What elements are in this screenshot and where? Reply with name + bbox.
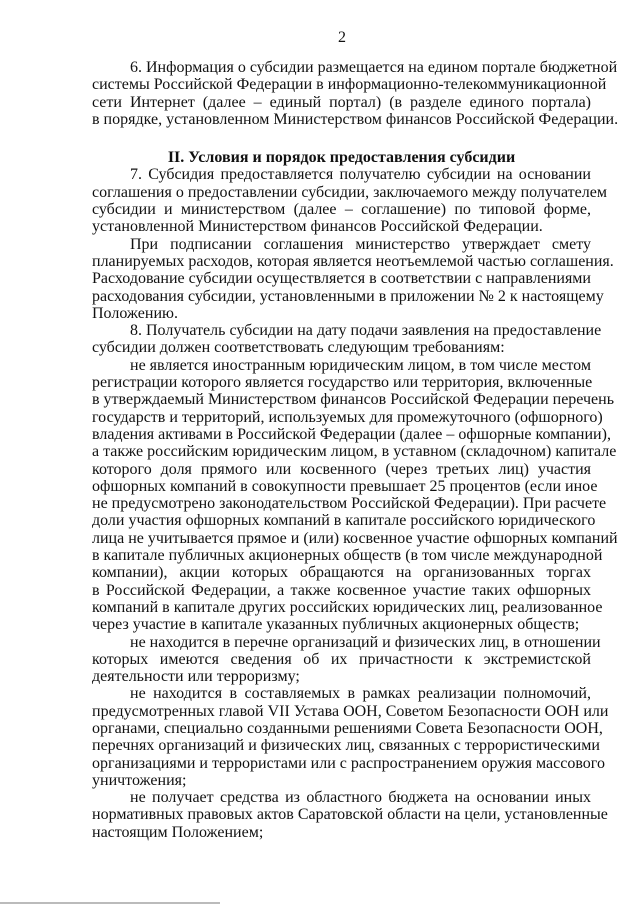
section-heading: II. Условия и порядок предоставления субсидии — [167, 149, 516, 167]
text-line: 8. Получатель субсидии на дату подачи заявления на предоставление — [130, 322, 602, 340]
text-line: в Российской Федерации, а также косвенное участие таких офшорных — [92, 581, 591, 599]
text-line: планируемых расходов, которая является неотъемлемой частью соглашения. — [92, 252, 614, 270]
text-line: в капитале публичных акционерных обществ (в том числе международной — [92, 547, 603, 565]
text-line: расходования субсидии, установленными в приложении № 2 к настоящему — [92, 287, 604, 305]
text-line: не предусмотрено законодательством Российской Федерации). При расчете — [92, 495, 607, 513]
paragraph — [92, 633, 601, 686]
text-line: не находится в перечне организаций и физических лиц, в отношении — [130, 633, 601, 651]
text-line: офшорных компаний в совокупности превышает 25 процентов (если иное — [92, 477, 598, 495]
text-line: настоящим Положением; — [92, 823, 264, 841]
text-line: системы Российской Федерации в информационно-телекоммуникационной — [92, 76, 607, 94]
text-line: которых имеются сведения об их причастности к экстремистской — [92, 650, 591, 668]
paragraph — [92, 685, 609, 789]
text-line: перечнях организаций и физических лиц, связанных с террористическими — [92, 737, 600, 755]
text-line: органами, специально созданными решениями Совета Безопасности ООН, — [92, 719, 603, 737]
text-line: регистрации которого является государство или территория, включенные — [92, 374, 593, 392]
text-line: в утверждаемый Министерством финансов Российской Федерации перечень — [92, 391, 615, 409]
paragraph — [92, 356, 618, 634]
text-line: субсидии и министерством (далее – соглашение) по типовой форме, — [92, 201, 591, 219]
section-gap — [92, 128, 591, 149]
text-line: деятельности или терроризму; — [92, 668, 300, 686]
text-line: Положению. — [92, 304, 178, 322]
text-line: не получает средства из областного бюджета на основании иных — [130, 789, 591, 807]
text-line: 7. Субсидия предоставляется получателю субсидии на основании — [130, 166, 591, 184]
text-line: сети Интернет (далее – единый портал) (в разделе единого портала) — [92, 93, 591, 111]
text-line: субсидии должен соответствовать следующим требованиям: — [92, 339, 505, 357]
text-line: нормативных правовых актов Саратовской области на цели, установленные — [92, 806, 608, 824]
text-line: установленной Министерством финансов Российской Федерации. — [92, 218, 543, 236]
text-line: в порядке, установленном Министерством финансов Российской Федерации. — [92, 110, 619, 128]
text-line: компании), акции которых обращаются на организованных торгах — [92, 564, 591, 582]
text-line: владения активами в Российской Федерации (далее – офшорные компании), — [92, 425, 611, 443]
paragraph — [92, 59, 619, 128]
text-line: предусмотренных главой VII Устава ООН, Советом Безопасности ООН или — [92, 702, 609, 720]
document-body — [92, 59, 619, 841]
text-line: При подписании соглашения министерство утверждает смету — [130, 235, 591, 253]
text-line: соглашения о предоставлении субсидии, заключаемого между получателем — [92, 183, 607, 201]
text-line: Расходование субсидии осуществляется в соответствии с направлениями — [92, 270, 591, 288]
text-line: организациями и террористами или с распространением оружия массового — [92, 754, 605, 772]
text-line: уничтожения; — [92, 771, 187, 789]
text-line: компаний в капитале других российских юридических лиц, реализованное — [92, 598, 603, 616]
text-line: которого доля прямого или косвенного (через третьих лиц) участия — [92, 460, 591, 478]
text-line: доли участия офшорных компаний в капитале российского юридического — [92, 512, 596, 530]
text-line: лица не учитывается прямое и (или) косвенное участие офшорных компаний — [92, 529, 618, 547]
paragraph — [92, 235, 614, 322]
paragraph — [92, 166, 607, 236]
scan-artifact-line — [0, 902, 220, 904]
text-line: государств и территорий, используемых для промежуточного (офшорного) — [92, 408, 603, 426]
page-number: 2 — [338, 29, 346, 46]
text-line: не является иностранным юридическим лицом, в том числе местом — [130, 356, 591, 374]
text-line: 6. Информация о субсидии размещается на едином портале бюджетной — [130, 59, 618, 76]
text-line: через участие в капитале указанных публичных акционерных обществ; — [92, 616, 580, 634]
paragraph — [92, 322, 602, 357]
paragraph — [92, 789, 608, 841]
text-line: а также российским юридическим лицом, в уставном (складочном) капитале — [92, 443, 617, 461]
text-line: не находится в составляемых в рамках реализации полномочий, — [130, 685, 591, 703]
